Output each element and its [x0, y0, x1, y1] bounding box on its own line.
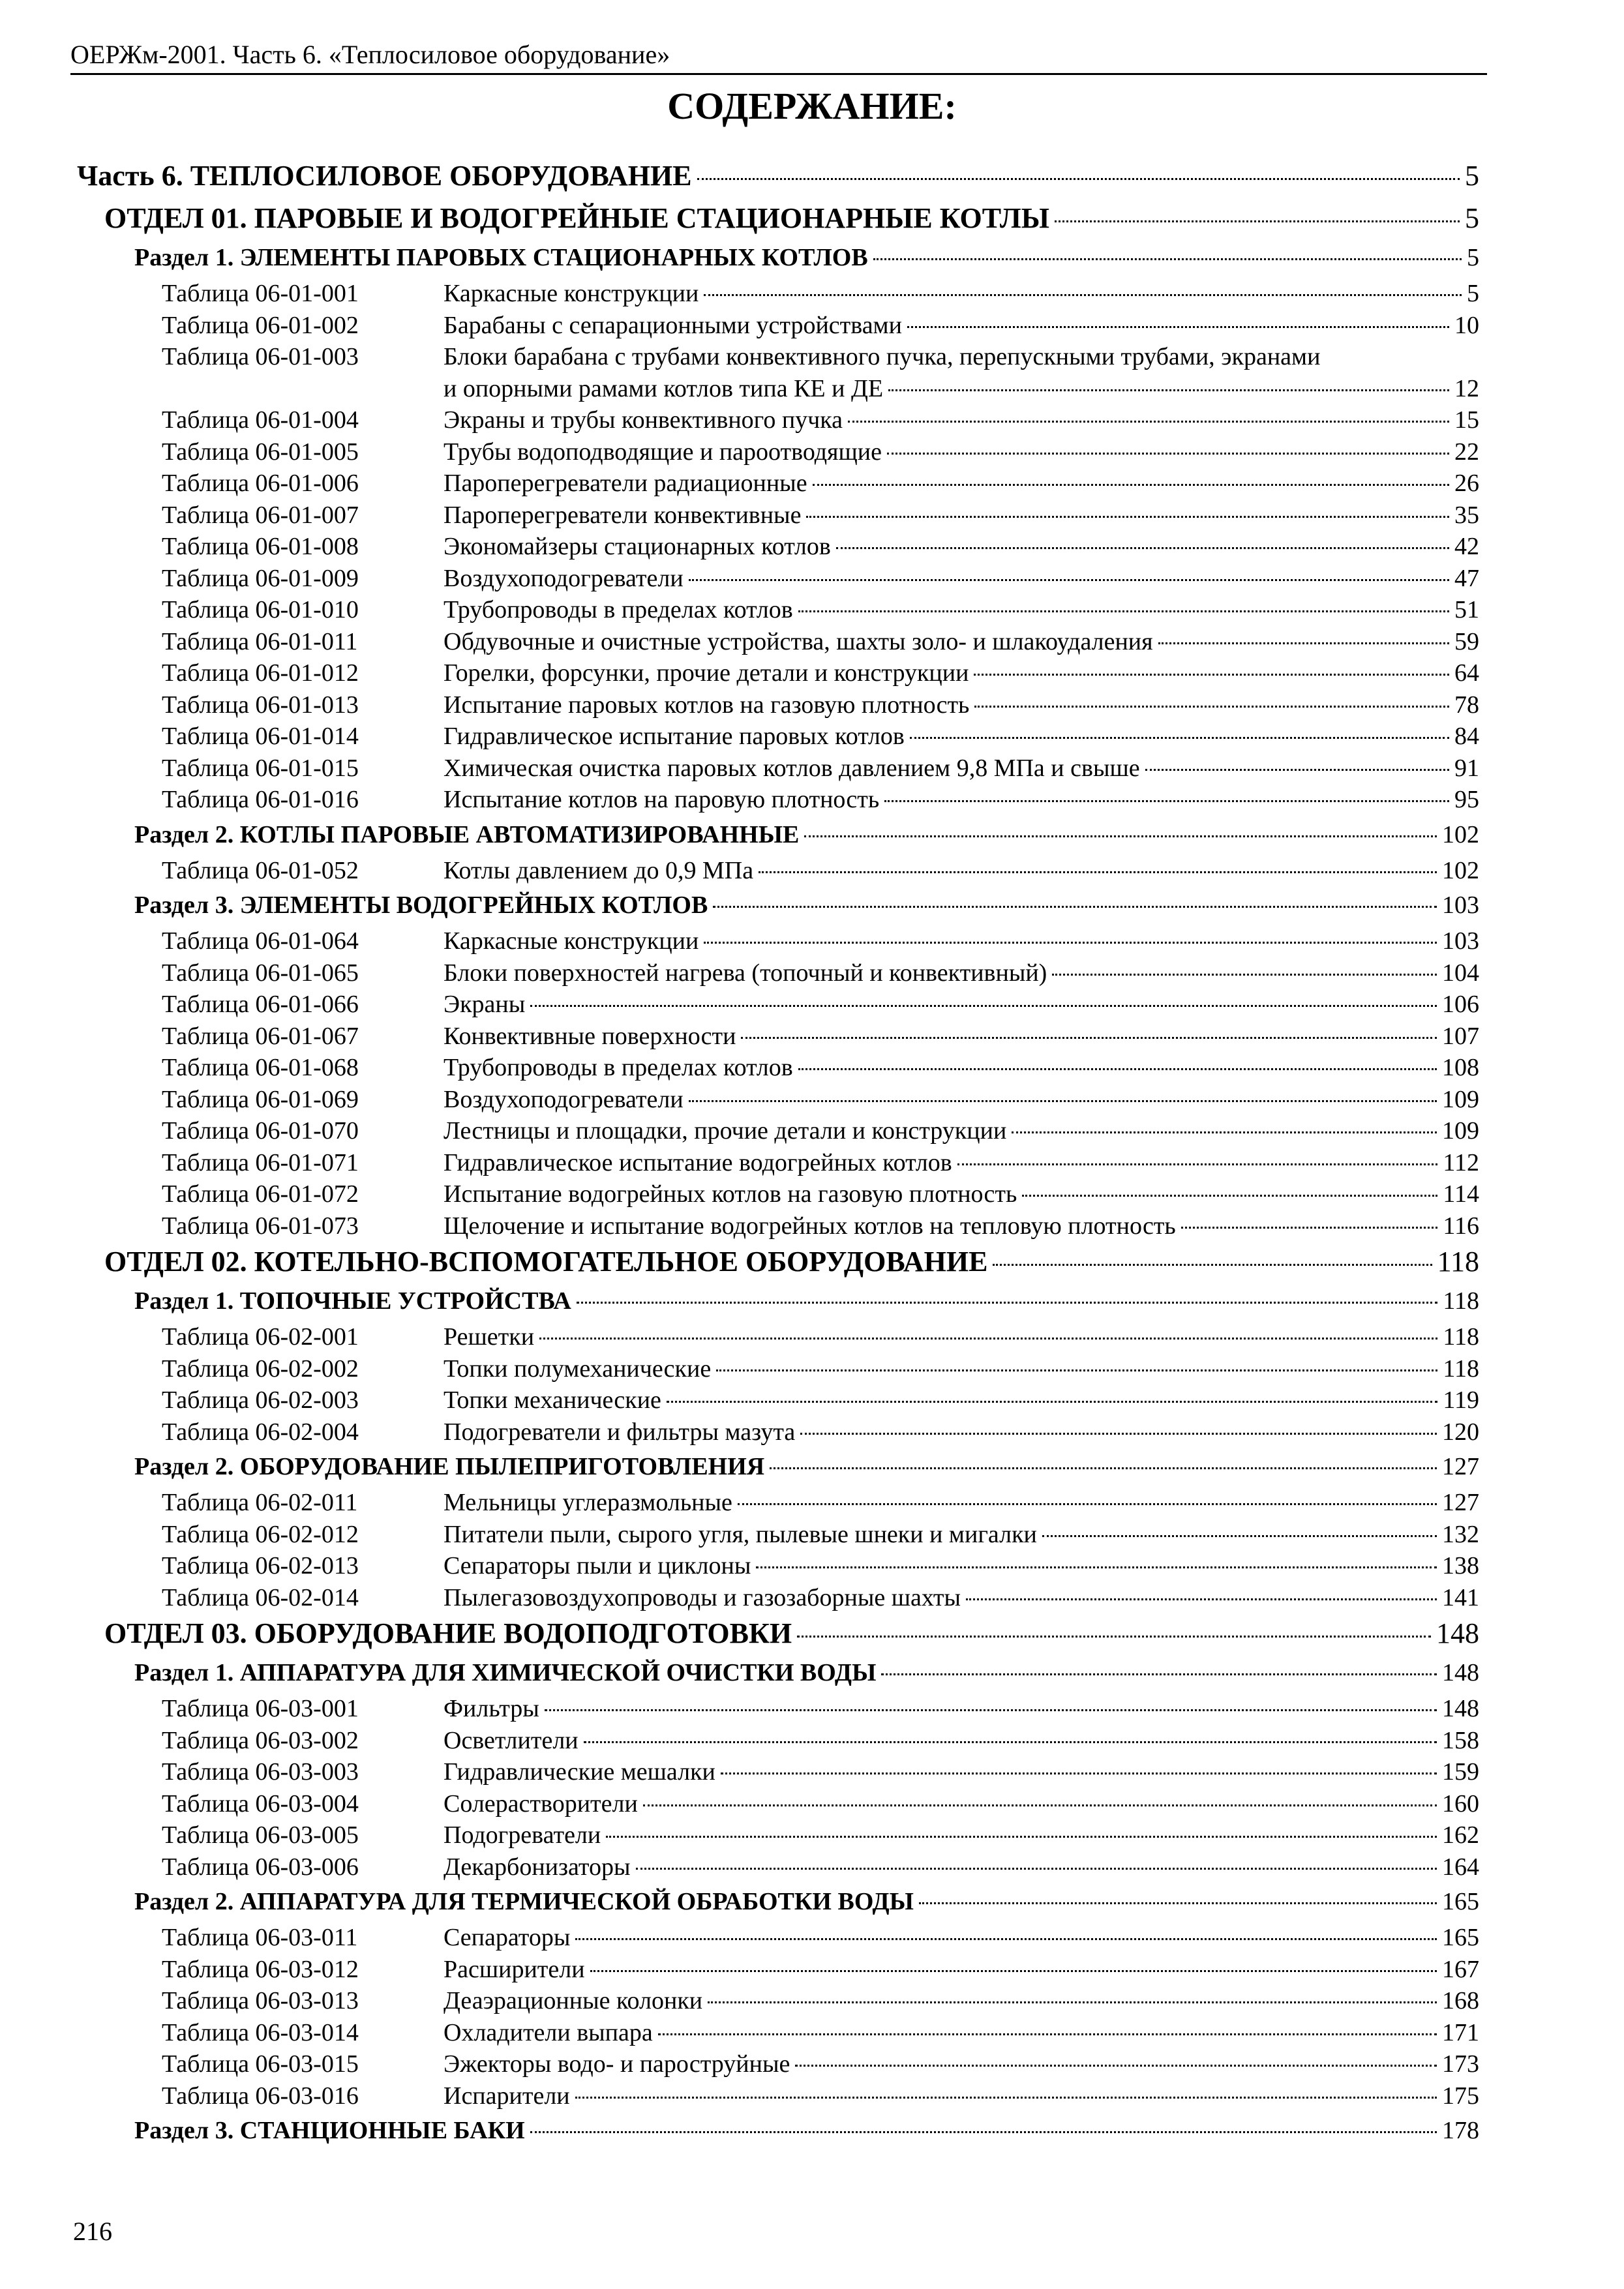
page-ref: 138: [1442, 1552, 1479, 1579]
entry-title: Гидравлическое испытание водогрейных котлов: [444, 1148, 952, 1176]
page-ref: 148: [1442, 1659, 1479, 1686]
entry-title: Топки полумеханические: [444, 1354, 712, 1383]
section-title: Раздел 3. СТАНЦИОННЫЕ БАКИ: [134, 2117, 525, 2144]
section-title: Раздел 2. ОБОРУДОВАНИЕ ПЫЛЕПРИГОТОВЛЕНИЯ: [134, 1453, 765, 1480]
dot-leader: [584, 1741, 1437, 1743]
running-header: ОЕРЖм-2001. Часть 6. «Теплосиловое оборудование»: [70, 40, 670, 69]
dot-leader: [887, 453, 1449, 455]
table-number: Таблица 06-01-065: [162, 959, 359, 987]
entry-title: Декарбонизаторы: [444, 1853, 631, 1881]
table-number: Таблица 06-03-004: [162, 1789, 359, 1818]
table-number: Таблица 06-03-014: [162, 2018, 359, 2046]
dot-leader: [873, 258, 1462, 260]
page-ref: 159: [1442, 1758, 1479, 1786]
table-number: Таблица 06-01-010: [162, 596, 359, 623]
dot-leader: [721, 1773, 1437, 1774]
page-ref: 162: [1442, 1821, 1479, 1849]
dot-leader: [957, 1163, 1438, 1165]
entry-title: Гидравлические мешалки: [444, 1758, 715, 1786]
table-number: Таблица 06-02-001: [162, 1323, 359, 1351]
table-number: Таблица 06-03-012: [162, 1955, 359, 1983]
entry-title: Экраны и трубы конвективного пучка: [444, 406, 843, 434]
toc-entry-razdel[interactable]: [77, 1883, 1479, 1921]
page-ref: 10: [1454, 311, 1479, 339]
toc-entry-table[interactable]: [77, 594, 1479, 626]
table-number: Таблица 06-01-013: [162, 691, 359, 719]
section-title: Раздел 3. ЭЛЕМЕНТЫ ВОДОГРЕЙНЫХ КОТЛОВ: [134, 891, 708, 919]
entry-title: Испытание котлов на паровую плотность: [444, 786, 880, 813]
entry-title: Осветлители: [444, 1726, 579, 1754]
page-ref: 26: [1454, 470, 1479, 497]
dot-leader: [770, 1467, 1437, 1469]
table-number: Таблица 06-01-006: [162, 470, 359, 497]
dot-leader: [1022, 1195, 1437, 1197]
toc-entry-table[interactable]: [77, 784, 1479, 816]
page-ref: 173: [1442, 2050, 1479, 2078]
table-number: Таблица 06-03-001: [162, 1695, 359, 1722]
toc-entry-table[interactable]: [77, 2017, 1479, 2049]
dot-leader: [1052, 974, 1437, 976]
page-ref: 84: [1454, 723, 1479, 750]
dot-leader: [643, 1804, 1437, 1806]
entry-title: Щелочение и испытание водогрейных котлов на тепловую плотность: [444, 1212, 1176, 1240]
page-ref: 107: [1442, 1022, 1479, 1050]
dot-leader: [993, 1264, 1432, 1266]
page-ref: 35: [1454, 501, 1479, 529]
dot-leader: [530, 1005, 1437, 1007]
section-title: ОТДЕЛ 03. ОБОРУДОВАНИЕ ВОДОПОДГОТОВКИ: [104, 1617, 792, 1649]
page-ref: 5: [1467, 280, 1479, 307]
page-ref: 91: [1454, 754, 1479, 782]
toc-entry-table[interactable]: [77, 310, 1479, 342]
table-number: Таблица 06-01-011: [162, 627, 358, 655]
section-title: Раздел 1. АППАРАТУРА ДЛЯ ХИМИЧЕСКОЙ ОЧИСТКИ ВОДЫ: [134, 1659, 877, 1686]
page-ref: 132: [1442, 1520, 1479, 1548]
entry-title: Обдувочные и очистные устройства, шахты золо- и шлакоудаления: [444, 627, 1153, 655]
toc-entry-table[interactable]: [77, 1819, 1479, 1851]
page-ref: 102: [1442, 820, 1479, 848]
dot-leader: [575, 1938, 1437, 1940]
toc-entry-table[interactable]: [77, 1550, 1479, 1582]
table-number: Таблица 06-01-003: [162, 343, 359, 370]
dot-leader: [907, 326, 1449, 328]
dot-leader: [974, 674, 1449, 676]
toc-entry-razdel[interactable]: [77, 2112, 1479, 2149]
table-number: Таблица 06-02-003: [162, 1386, 359, 1414]
toc-entry-table[interactable]: [77, 1985, 1479, 2017]
dot-leader: [756, 1566, 1437, 1568]
dot-leader: [697, 178, 1460, 180]
dot-leader: [884, 800, 1449, 802]
dot-leader: [636, 1868, 1437, 1870]
page-ref: 5: [1467, 244, 1479, 271]
entry-text-block: [444, 341, 1479, 404]
page-ref: 116: [1443, 1212, 1479, 1240]
entry-title: Эжекторы водо- и пароструйные: [444, 2050, 790, 2078]
table-number: Таблица 06-01-002: [162, 311, 359, 339]
entry-title: Блоки барабана с трубами конвективного пучка, перепускными трубами, экранами: [444, 343, 1321, 370]
dot-leader: [1181, 1227, 1438, 1229]
toc-entry-table[interactable]: [77, 1922, 1479, 1954]
dot-leader: [716, 1369, 1437, 1371]
page-ref: 106: [1442, 991, 1479, 1018]
toc-entry-table[interactable]: [77, 689, 1479, 721]
page-ref: 109: [1442, 1117, 1479, 1144]
toc-entry-table[interactable]: [77, 989, 1479, 1021]
toc-entry-table[interactable]: [77, 1416, 1479, 1448]
table-number: Таблица 06-02-014: [162, 1583, 359, 1611]
toc-entry-table[interactable]: [77, 753, 1479, 785]
toc-entry-table[interactable]: [77, 468, 1479, 500]
page-ref: 103: [1442, 927, 1479, 955]
toc-entry-table[interactable]: [77, 1756, 1479, 1788]
toc-entry-table[interactable]: [77, 1353, 1479, 1385]
toc-entry-table[interactable]: [77, 404, 1479, 436]
page-ref: 15: [1454, 406, 1479, 434]
dot-leader: [1158, 642, 1449, 644]
toc-entry-table[interactable]: [77, 925, 1479, 957]
entry-title: Подогреватели: [444, 1821, 601, 1849]
entry-title: Барабаны с сепарационными устройствами: [444, 311, 902, 339]
table-number: Таблица 06-01-068: [162, 1054, 359, 1081]
entry-title: Химическая очистка паровых котлов давлением 9,8 МПа и свыше: [444, 754, 1140, 782]
entry-title: Мельницы углеразмольные: [444, 1489, 732, 1516]
entry-title-continuation: [444, 373, 1479, 405]
table-number: Таблица 06-01-008: [162, 533, 359, 560]
dot-leader: [1012, 1131, 1437, 1133]
toc-entry-table[interactable]: [77, 1954, 1479, 1986]
dot-leader: [590, 1970, 1437, 1972]
page-ref: 120: [1442, 1418, 1479, 1446]
entry-title: Сепараторы: [444, 1924, 571, 1951]
table-number: Таблица 06-03-011: [162, 1924, 358, 1951]
dot-leader: [708, 2001, 1437, 2003]
entry-title: Каркасные конструкции: [444, 280, 699, 307]
dot-leader: [798, 610, 1449, 612]
page-ref: 119: [1443, 1386, 1479, 1414]
dot-leader: [797, 1636, 1431, 1638]
page-ref: 78: [1454, 691, 1479, 719]
dot-leader: [966, 1598, 1437, 1600]
dot-leader: [539, 1338, 1437, 1339]
entry-title: Котлы давлением до 0,9 МПа: [444, 856, 754, 884]
toc-entry-razdel[interactable]: [77, 1448, 1479, 1486]
table-of-contents: [77, 154, 1479, 2151]
toc-entry-table[interactable]: [77, 657, 1479, 689]
toc-entry-table[interactable]: [77, 626, 1479, 658]
entry-title: Расширители: [444, 1955, 585, 1983]
table-number: Таблица 06-02-013: [162, 1552, 359, 1579]
page-ref: 118: [1443, 1287, 1479, 1315]
section-title: Часть 6. ТЕПЛОСИЛОВОЕ ОБОРУДОВАНИЕ: [77, 160, 692, 192]
entry-title-line-2: и опорными рамами котлов типа КЕ и ДЕ: [444, 374, 884, 402]
dot-leader: [836, 547, 1449, 549]
page-ref: 118: [1437, 1246, 1479, 1278]
dot-leader: [919, 1902, 1437, 1904]
entry-title: Испытание паровых котлов на газовую плотность: [444, 691, 970, 719]
toc-entry-table[interactable]: [77, 2080, 1479, 2112]
dot-leader: [1055, 220, 1460, 222]
entry-title: Экраны: [444, 991, 526, 1018]
section-title: ОТДЕЛ 02. КОТЕЛЬНО-ВСПОМОГАТЕЛЬНОЕ ОБОРУДОВАНИЕ: [104, 1246, 988, 1278]
toc-entry-table[interactable]: [77, 1582, 1479, 1614]
page-ref: 95: [1454, 786, 1479, 813]
table-number: Таблица 06-02-002: [162, 1354, 359, 1383]
dot-leader: [545, 1709, 1437, 1711]
page-ref: 51: [1454, 596, 1479, 623]
table-number: Таблица 06-01-070: [162, 1117, 359, 1144]
entry-title: Пароперегреватели конвективные: [444, 501, 802, 529]
page-ref: 165: [1442, 1924, 1479, 1951]
entry-title: Топки механические: [444, 1386, 661, 1414]
table-number: Таблица 06-01-014: [162, 723, 359, 750]
toc-entry-table[interactable]: [77, 1693, 1479, 1725]
table-number: Таблица 06-01-001: [162, 280, 359, 307]
page-ref: 5: [1465, 202, 1479, 234]
page-ref: 167: [1442, 1955, 1479, 1983]
page-ref: 148: [1442, 1695, 1479, 1722]
page-ref: 114: [1443, 1180, 1479, 1208]
entry-title: Деаэрационные колонки: [444, 1987, 703, 2014]
dot-leader: [1042, 1535, 1437, 1537]
toc-entry-table[interactable]: [77, 1084, 1479, 1116]
toc-entry-table[interactable]: [77, 1052, 1479, 1084]
toc-entry-razdel[interactable]: [77, 886, 1479, 924]
page-ref: 165: [1442, 1888, 1479, 1915]
table-number: Таблица 06-03-005: [162, 1821, 359, 1849]
entry-title: Трубопроводы в пределах котлов: [444, 596, 793, 623]
page-ref: 178: [1442, 2117, 1479, 2144]
entry-title: Питатели пыли, сырого угля, пылевые шнеки и мигалки: [444, 1520, 1037, 1548]
toc-entry-table[interactable]: [77, 1384, 1479, 1416]
section-title: Раздел 1. ТОПОЧНЫЕ УСТРОЙСТВА: [134, 1287, 571, 1315]
page-ref: 118: [1443, 1354, 1479, 1383]
page-ref: 127: [1442, 1489, 1479, 1516]
page-ref: 64: [1454, 659, 1479, 687]
toc-entry-table[interactable]: [77, 1519, 1479, 1551]
entry-title: Лестницы и площадки, прочие детали и конструкции: [444, 1117, 1007, 1144]
entry-title: Воздухоподогреватели: [444, 564, 684, 592]
dot-leader: [704, 294, 1462, 296]
table-number: Таблица 06-03-002: [162, 1726, 359, 1754]
dot-leader: [738, 1503, 1437, 1505]
table-number: Таблица 06-01-016: [162, 786, 359, 813]
entry-title: Гидравлическое испытание паровых котлов: [444, 723, 905, 750]
table-number: Таблица 06-03-006: [162, 1853, 359, 1881]
page-ref: 168: [1442, 1987, 1479, 2014]
entry-title: Трубы водоподводящие и пароотводящие: [444, 438, 882, 466]
page-ref: 59: [1454, 627, 1479, 655]
table-number: Таблица 06-01-066: [162, 991, 359, 1018]
page-ref: 141: [1442, 1583, 1479, 1611]
dot-leader: [1145, 769, 1449, 771]
table-number: Таблица 06-01-052: [162, 856, 359, 884]
entry-title: Экономайзеры стационарных котлов: [444, 533, 831, 560]
table-number: Таблица 06-01-009: [162, 564, 359, 592]
page-ref: 160: [1442, 1789, 1479, 1818]
toc-entry-table[interactable]: [77, 1321, 1479, 1353]
page-ref: 127: [1442, 1453, 1479, 1480]
page-ref: 22: [1454, 438, 1479, 466]
page-ref: 175: [1442, 2082, 1479, 2110]
entry-title: Сепараторы пыли и циклоны: [444, 1552, 751, 1579]
entry-title: Каркасные конструкции: [444, 927, 699, 955]
table-number: Таблица 06-01-007: [162, 501, 359, 529]
table-number: Таблица 06-01-005: [162, 438, 359, 466]
page-ref: 103: [1442, 891, 1479, 919]
page-ref: 158: [1442, 1726, 1479, 1754]
toc-entry-table[interactable]: [77, 278, 1479, 310]
entry-title: Воздухоподогреватели: [444, 1085, 684, 1113]
page-ref: 102: [1442, 856, 1479, 884]
table-number: Таблица 06-02-004: [162, 1418, 359, 1446]
page-number: 216: [73, 2217, 112, 2246]
dot-leader: [530, 2131, 1437, 2133]
section-title: ОТДЕЛ 01. ПАРОВЫЕ И ВОДОГРЕЙНЫЕ СТАЦИОНАРНЫЕ КОТЛЫ: [104, 202, 1049, 234]
toc-entry-table[interactable]: [77, 1115, 1479, 1147]
toc-entry-part[interactable]: [77, 154, 1479, 198]
entry-title: Блоки поверхностей нагрева (топочный и конвективный): [444, 959, 1047, 987]
page-ref: 118: [1443, 1323, 1479, 1351]
dot-leader: [713, 906, 1437, 908]
toc-entry-table[interactable]: [77, 500, 1479, 531]
toc-entry-table[interactable]: [77, 1178, 1479, 1210]
table-number: Таблица 06-03-003: [162, 1758, 359, 1786]
toc-entry-table[interactable]: [77, 1021, 1479, 1053]
dot-leader: [575, 2097, 1437, 2099]
dot-leader: [806, 516, 1449, 518]
dot-leader: [974, 706, 1449, 708]
toc-entry-razdel[interactable]: [77, 816, 1479, 854]
page-ref: 42: [1454, 533, 1479, 560]
dot-leader: [759, 871, 1437, 873]
table-number: Таблица 06-01-071: [162, 1148, 359, 1176]
toc-entry-otdel[interactable]: [77, 1242, 1479, 1282]
toc-entry-table[interactable]: [77, 1210, 1479, 1242]
table-number: Таблица 06-03-016: [162, 2082, 359, 2110]
dot-leader: [577, 1302, 1438, 1304]
page-ref: 171: [1442, 2018, 1479, 2046]
dot-leader: [658, 2033, 1437, 2035]
section-title: Раздел 1. ЭЛЕМЕНТЫ ПАРОВЫХ СТАЦИОНАРНЫХ КОТЛОВ: [134, 244, 868, 271]
entry-title: Охладители выпара: [444, 2018, 653, 2046]
dot-leader: [689, 579, 1449, 581]
toc-entry-otdel[interactable]: [77, 1613, 1479, 1654]
table-number: Таблица 06-01-064: [162, 927, 359, 955]
dot-leader: [848, 421, 1449, 423]
page-ref: 5: [1465, 160, 1479, 192]
header-rule: [70, 73, 1487, 75]
dot-leader: [667, 1401, 1438, 1403]
entry-title: Испарители: [444, 2082, 570, 2110]
entry-title: Решетки: [444, 1323, 535, 1351]
toc-entry-table[interactable]: [77, 531, 1479, 563]
page-ref: 12: [1454, 374, 1479, 402]
entry-title: Фильтры: [444, 1695, 539, 1722]
toc-entry-table[interactable]: [77, 1725, 1479, 1757]
page-ref: 47: [1454, 564, 1479, 592]
dot-leader: [910, 737, 1449, 739]
dot-leader: [704, 942, 1437, 944]
toc-entry-table[interactable]: [77, 2048, 1479, 2080]
entry-title: Испытание водогрейных котлов на газовую плотность: [444, 1180, 1017, 1208]
table-number: Таблица 06-01-004: [162, 406, 359, 434]
toc-entry-table[interactable]: [77, 341, 1479, 404]
toc-entry-table[interactable]: [77, 1851, 1479, 1883]
entry-title: Горелки, форсунки, прочие детали и конструкции: [444, 659, 969, 687]
toc-entry-razdel[interactable]: [77, 1654, 1479, 1692]
dot-leader: [795, 2065, 1437, 2067]
dot-leader: [813, 484, 1449, 486]
dot-leader: [798, 1068, 1437, 1070]
section-title: Раздел 2. КОТЛЫ ПАРОВЫЕ АВТОМАТИЗИРОВАННЫЕ: [134, 820, 800, 848]
dot-leader: [741, 1037, 1437, 1039]
page-ref: 108: [1442, 1054, 1479, 1081]
dot-leader: [804, 835, 1437, 837]
entry-title: Подогреватели и фильтры мазута: [444, 1418, 796, 1446]
table-number: Таблица 06-02-011: [162, 1489, 358, 1516]
page-ref: 104: [1442, 959, 1479, 987]
toc-entry-table[interactable]: [77, 1788, 1479, 1820]
toc-entry-razdel[interactable]: [77, 1282, 1479, 1320]
page-title: СОДЕРЖАНИЕ:: [667, 85, 957, 127]
toc-entry-table[interactable]: [77, 1487, 1479, 1519]
toc-entry-table[interactable]: [77, 436, 1479, 468]
page-ref: 164: [1442, 1853, 1479, 1881]
table-number: Таблица 06-01-072: [162, 1180, 359, 1208]
table-number: Таблица 06-02-012: [162, 1520, 359, 1548]
page-ref: 109: [1442, 1085, 1479, 1113]
table-number: Таблица 06-01-012: [162, 659, 359, 687]
toc-entry-table[interactable]: [77, 957, 1479, 989]
toc-entry-table[interactable]: [77, 1147, 1479, 1179]
table-number: Таблица 06-01-069: [162, 1085, 359, 1113]
entry-title: Пылегазовоздухопроводы и газозаборные шахты: [444, 1583, 961, 1611]
toc-entry-razdel[interactable]: [77, 239, 1479, 277]
page-ref: 148: [1436, 1617, 1479, 1649]
toc-entry-table[interactable]: [77, 855, 1479, 887]
dot-leader: [888, 389, 1449, 391]
toc-entry-table[interactable]: [77, 563, 1479, 595]
dot-leader: [689, 1100, 1437, 1102]
table-number: Таблица 06-01-067: [162, 1022, 359, 1050]
page-ref: 112: [1443, 1148, 1479, 1176]
section-title: Раздел 2. АППАРАТУРА ДЛЯ ТЕРМИЧЕСКОЙ ОБРАБОТКИ ВОДЫ: [134, 1888, 914, 1915]
table-number: Таблица 06-03-013: [162, 1987, 359, 2014]
dot-leader: [800, 1433, 1437, 1435]
entry-title: Солерастворители: [444, 1789, 638, 1818]
toc-entry-table[interactable]: [77, 721, 1479, 753]
entry-title: Трубопроводы в пределах котлов: [444, 1054, 793, 1081]
entry-title: Пароперегреватели радиационные: [444, 470, 807, 497]
dot-leader: [881, 1673, 1437, 1675]
entry-title: Конвективные поверхности: [444, 1022, 736, 1050]
table-number: Таблица 06-01-015: [162, 754, 359, 782]
dot-leader: [606, 1836, 1437, 1838]
toc-entry-otdel[interactable]: [77, 198, 1479, 239]
table-number: Таблица 06-01-073: [162, 1212, 359, 1240]
table-number: Таблица 06-03-015: [162, 2050, 359, 2078]
